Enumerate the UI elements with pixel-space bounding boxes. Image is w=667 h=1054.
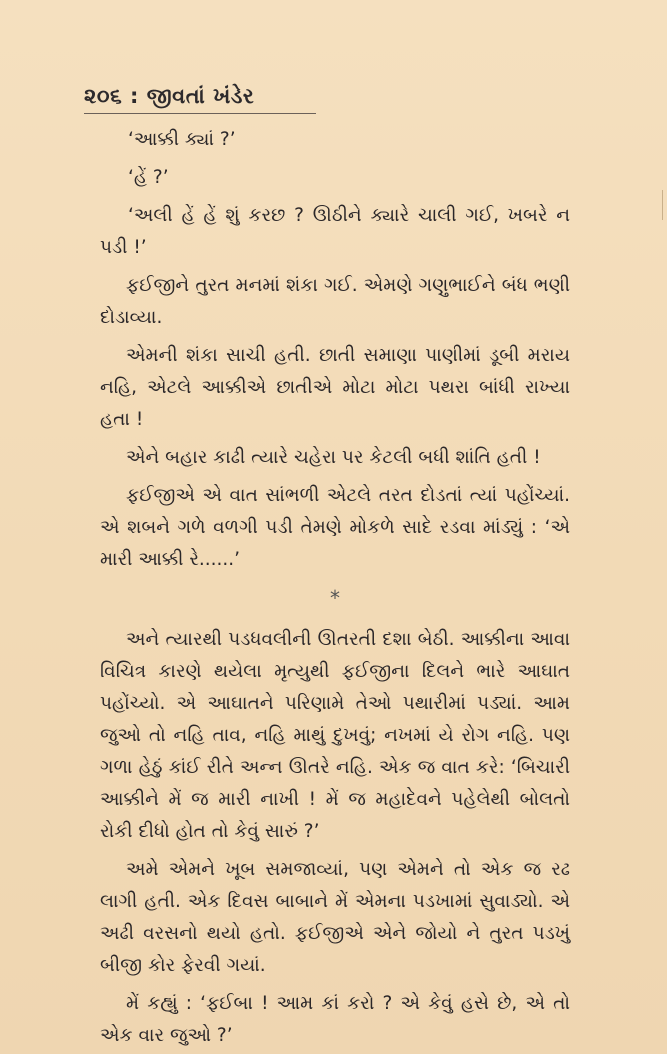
paragraph-4: ફઈજીને તુરત મનમાં શંકા ગઈ. એમણે ગણુભાઈને બંધ ભણી દોડાવ્યા.	[100, 275, 570, 328]
paragraph-1: ‘આક્કી ક્યાં ?’	[128, 129, 236, 150]
page-edge-mark	[662, 190, 663, 220]
paragraph-6: એને બહાર કાઢી ત્યારે ચહેરા પર કેટલી બધી શાંતિ હતી !	[126, 447, 541, 468]
text-body-part-1	[100, 124, 570, 1054]
paragraph-7: ફઈજીએ એ વાત સાંભળી એટલે તરત દોડતાં ત્યાં પહોંચ્યાં. એ શબને ગળે વળગી પડી તેમણે મોકળે સાદે રડવા માંડ્યું : ‘એ મારી આક્કી રે......’	[100, 485, 570, 570]
paragraph-5: એમની શંકા સાચી હતી. છાતી સમાણા પાણીમાં ડૂબી મરાય નહિ, એટલે આક્કીએ છાતીએ મોટા મોટા પથરા બાંધી રાખ્યા હતા !	[100, 345, 570, 430]
paragraph-8: અને ત્યારથી પડધવલીની ઊતરતી દશા બેઠી. આક્કીના આવા વિચિત્ર કારણે થયેલા મૃત્યુથી ફઈજીના દિલને ભારે આઘાત પહોંચ્યો. એ આઘાતને પરિણામે તેઓ પથારીમાં પડ્યાં. આમ જુઓ તો નહિ તાવ, નહિ માથું દુખવું; નખમાં યે રોગ નહિ. પણ ગળા હેઠું કાંઈ રીતે અન્ન ઊતરે નહિ. એક જ વાત કરે: ‘બિચારી આક્કીને મેં જ મારી નાખી ! મેં જ મહાદેવને પહેલેથી બોલતો રોકી દીધો હોત તો કેવું સારું ?’	[100, 629, 570, 842]
paragraph-10: મેં કહ્યું : ‘ફઈબા ! આમ કાં કરો ? એ કેવું હસે છે, એ તો એક વાર જુઓ ?’	[100, 993, 570, 1046]
header-underline	[84, 113, 316, 114]
paragraph-9: અમે એમને ખૂબ સમજાવ્યાં, પણ એમને તો એક જ રઢ લાગી હતી. એક દિવસ બાબાને મેં એમના પડખામાં સુવાડ્યો. એ અઢી વરસનો થયો હતો. ફઈજીએ એને જોયો ને તુરત પડખું બીજી કોર ફેરવી ગયાં.	[100, 859, 570, 976]
section-separator: *	[330, 586, 340, 610]
running-header: ૨૦૬ : જીવતાં ખંડેર	[84, 84, 255, 108]
paragraph-3: ‘અલી હેં હેં શું કરછ ? ઊઠીને ક્યારે ચાલી ગઈ, ખબરે ન પડી !’	[100, 205, 570, 258]
paragraph-2: ‘હેં ?’	[128, 167, 169, 188]
